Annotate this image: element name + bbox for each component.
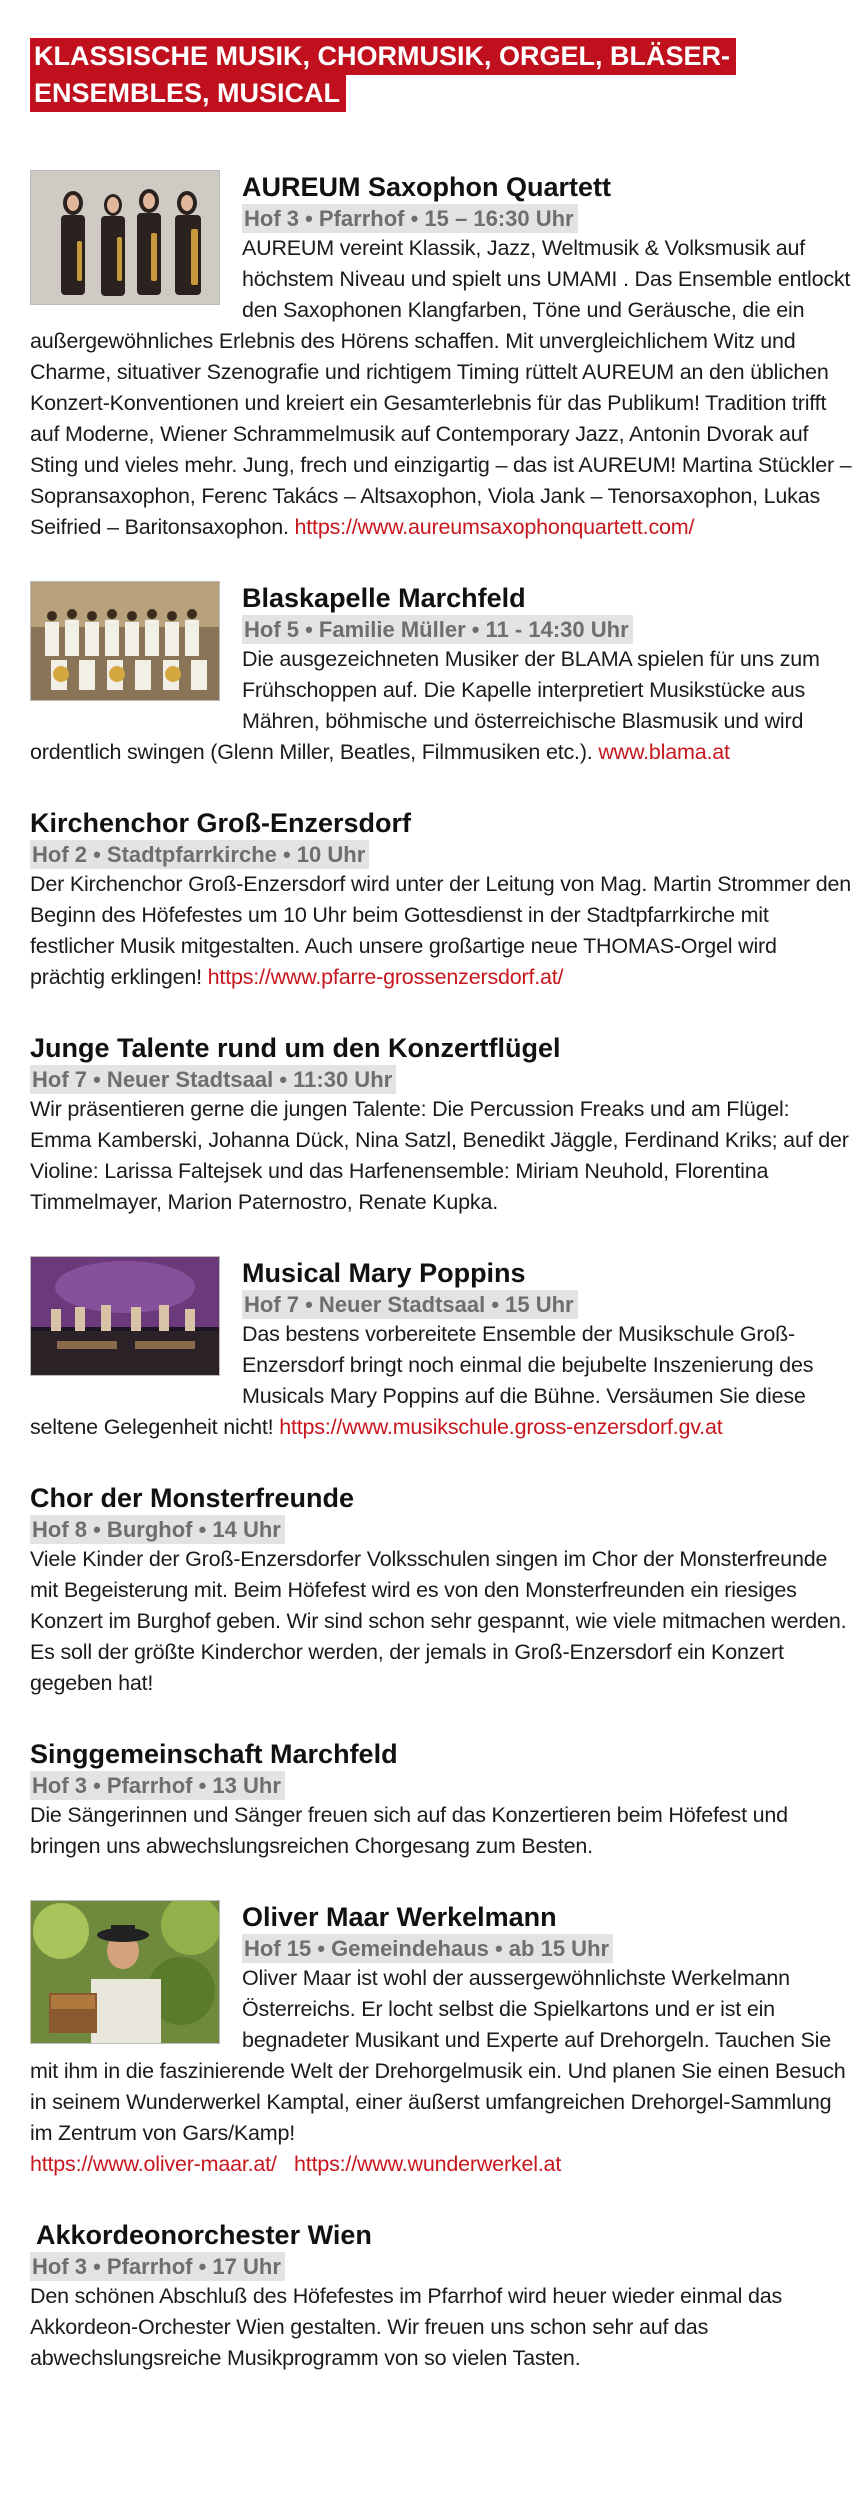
event-photo: [30, 581, 220, 701]
event-akkordeonorchester: [30, 2218, 856, 2374]
event-meta: Hof 3 • Pfarrhof • 15 – 16:30 Uhr: [242, 204, 578, 233]
event-link[interactable]: https://www.pfarre-grossenzersdorf.at/: [207, 965, 564, 989]
event-description: Die ausgezeichneten Musiker der BLAMA spielen für uns zum Frühschoppen auf. Die Kapelle interpretiert Musikstücke aus Mähren, böhmische und österreichische Blasmusik und wird ordentlich swingen (Glenn Miller, Beatles, Filmmusiken etc.). www.blama.at: [30, 647, 820, 764]
event-mary-poppins: [30, 1256, 856, 1443]
event-title: Oliver Maar Werkelmann: [242, 1902, 557, 1932]
event-link[interactable]: https://www.oliver-maar.at/: [30, 2152, 277, 2176]
event-meta: Hof 7 • Neuer Stadtsaal • 11:30 Uhr: [30, 1065, 396, 1094]
section-heading: [30, 38, 856, 112]
event-meta: Hof 3 • Pfarrhof • 17 Uhr: [30, 2252, 285, 2281]
event-photo: [30, 1900, 220, 2044]
section-heading-line-1: KLASSISCHE MUSIK, CHORMUSIK, ORGEL, BLÄSER-: [30, 38, 736, 75]
event-description: Das bestens vorbereitete Ensemble der Musikschule Groß-Enzersdorf bringt noch einmal die bejubelte Inszenierung des Musicals Mary Poppins auf die Bühne. Versäumen Sie diese seltene Gelegenheit nicht! https://www.musikschule.gross-enzersdorf.gv.at: [30, 1322, 814, 1439]
event-description: Viele Kinder der Groß-Enzersdorfer Volksschulen singen im Chor der Monsterfreunde mit Begeisterung mit. Beim Höfefest wird es von den Monsterfreunden ein riesiges Konzert im Burghof geben. Wir sind schon sehr gespannt, wie viele mitmachen werden. Es soll der größte Kinderchor werden, der jemals in Groß-Enzersdorf ein Konzert gegeben hat!: [30, 1547, 847, 1695]
section-heading-line-2: ENSEMBLES, MUSICAL: [30, 75, 346, 112]
event-title: Blaskapelle Marchfeld: [242, 583, 526, 613]
event-meta: Hof 15 • Gemeindehaus • ab 15 Uhr: [242, 1934, 613, 1963]
event-title: Musical Mary Poppins: [242, 1258, 526, 1288]
event-description: Oliver Maar ist wohl der aussergewöhnlichste Werkelmann Österreichs. Er locht selbst die Spielkartons und er ist ein begnadeter Musikant und Experte auf Drehorgeln. Tauchen Sie mit ihm in die faszinierende Welt der Drehorgelmusik ein. Und planen Sie einen Besuch in seinem Wunderwerkel Kamptal, einer äußerst umfangreichen Drehorgel-Sammlung im Zentrum von Gars/Kamp!: [30, 1966, 846, 2145]
event-photo: [30, 170, 220, 305]
event-meta: Hof 7 • Neuer Stadtsaal • 15 Uhr: [242, 1290, 578, 1319]
event-monsterfreunde: [30, 1481, 856, 1699]
event-links: [30, 2149, 856, 2180]
event-link-secondary[interactable]: https://www.wunderwerkel.at: [294, 2152, 562, 2176]
event-meta: Hof 3 • Pfarrhof • 13 Uhr: [30, 1771, 285, 1800]
event-aureum: [30, 170, 856, 543]
event-photo: [30, 1256, 220, 1376]
event-title: Junge Talente rund um den Konzertflügel: [30, 1033, 561, 1063]
event-meta: Hof 8 • Burghof • 14 Uhr: [30, 1515, 285, 1544]
event-description: Den schönen Abschluß des Höfefestes im Pfarrhof wird heuer wieder einmal das Akkordeon-Orchester Wien gestalten. Wir freuen uns schon sehr auf das abwechslungsreiche Musikprogramm von so vielen Tasten.: [30, 2284, 783, 2370]
program-page: [30, 38, 856, 2374]
event-description: Wir präsentieren gerne die jungen Talente: Die Percussion Freaks und am Flügel: Emma Kamberski, Johanna Dück, Nina Satzl, Benedikt Jäggle, Ferdinand Kriks; auf der Violine: Larissa Faltejsek und das Harfenensemble: Miriam Neuhold, Florentina Timmelmayer, Marion Paternostro, Renate Kupka.: [30, 1097, 849, 1214]
event-meta: Hof 5 • Familie Müller • 11 - 14:30 Uhr: [242, 615, 633, 644]
event-title: Singgemeinschaft Marchfeld: [30, 1739, 398, 1769]
event-oliver-maar: [30, 1900, 856, 2180]
event-link[interactable]: www.blama.at: [598, 740, 730, 764]
event-description: Die Sängerinnen und Sänger freuen sich auf das Konzertieren beim Höfefest und bringen uns abwechslungsreichen Chorgesang zum Besten.: [30, 1803, 788, 1858]
event-link[interactable]: https://www.aureumsaxophonquartett.com/: [294, 515, 695, 539]
event-description: Der Kirchenchor Groß-Enzersdorf wird unter der Leitung von Mag. Martin Strommer den Beginn des Höfefestes um 10 Uhr beim Gottesdienst in der Stadtpfarrkirche mit festlicher Musik mitgestalten. Auch unsere großartige neue THOMAS-Orgel wird prächtig erklingen! https://www.pfarre-grossenzersdorf.at/: [30, 872, 852, 989]
event-meta: Hof 2 • Stadtpfarrkirche • 10 Uhr: [30, 840, 369, 869]
event-junge-talente: [30, 1031, 856, 1218]
event-title: Chor der Monsterfreunde: [30, 1483, 355, 1513]
event-title: Kirchenchor Groß-Enzersdorf: [30, 808, 412, 838]
event-kirchenchor: [30, 806, 856, 993]
event-title: Akkordeonorchester Wien: [36, 2220, 372, 2250]
event-link[interactable]: https://www.musikschule.gross-enzersdorf.gv.at: [279, 1415, 723, 1439]
event-title: AUREUM Saxophon Quartett: [242, 172, 612, 202]
event-blaskapelle: [30, 581, 856, 768]
event-description: AUREUM vereint Klassik, Jazz, Weltmusik & Volksmusik auf höchstem Niveau und spielt uns UMAMI . Das Ensemble entlockt den Saxophonen Klangfarben, Töne und Geräusche, die ein außergewöhnliches Erlebnis des Hörens schaffen. Mit unvergleichlichem Witz und Charme, situativer Szenografie und richtigem Timing rüttelt AUREUM an den üblichen Konzert-Konventionen und kreiert ein Gesamterlebnis für das Publikum! Tradition trifft auf Moderne, Wiener Schrammelmusik auf Contemporary Jazz, Antonin Dvorak auf Sting und vieles mehr. Jung, frech und einzigartig – das ist AUREUM! Martina Stückler – Sopransaxophon, Ferenc Takács – Altsaxophon, Viola Jank – Tenorsaxophon, Lukas Seifried – Baritonsaxophon. https://www.aureumsaxophonquartett.com/: [30, 236, 852, 539]
event-singgemeinschaft: [30, 1737, 856, 1862]
